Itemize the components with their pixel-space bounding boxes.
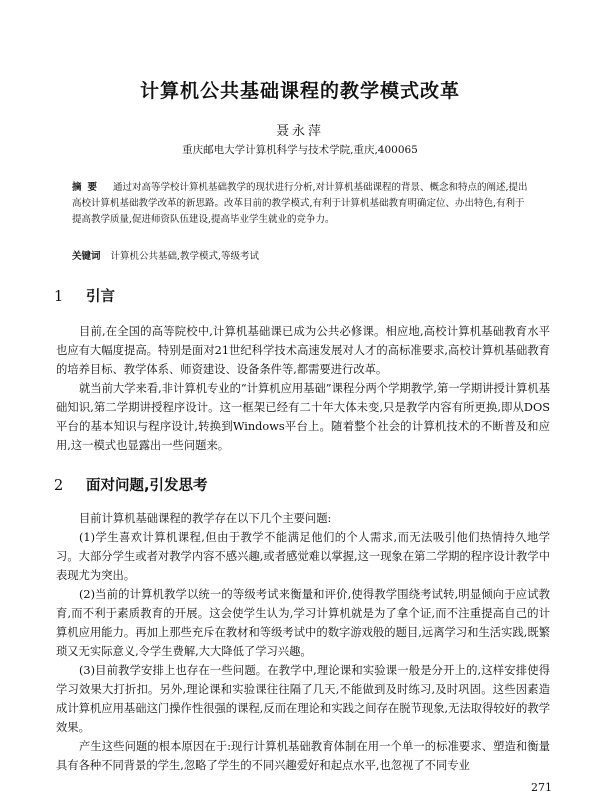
- abstract-label: 摘要: [72, 182, 104, 193]
- paragraph: 就当前大学来看,非计算机专业的“计算机应用基础”课程分两个学期教学,第一学期讲授计算机基础知识,第二学期讲授程序设计。这一框架已经有二十年大体未变,只是教学内容有所更换,即从DOS平台的基本知识与程序设计,转换到Windows平台上。随着整个社会的计算机技术的不断普及和应用,这一模式也显露出一些问题来。: [56, 382, 550, 452]
- section-title: 面对问题,引发思考: [86, 478, 208, 494]
- author-affiliation: 重庆邮电大学计算机科学与技术学院,重庆,400065: [182, 144, 418, 156]
- paper-title: 计算机公共基础课程的教学模式改革: [139, 80, 460, 102]
- author-name: 聂永萍: [275, 124, 324, 139]
- section-heading-problems: [54, 474, 208, 495]
- paragraph: 产生这些问题的根本原因在于:现行计算机基础教育体制在用一个单一的标准要求、塑造和衡量具有各种不同背景的学生,忽略了学生的不同兴趣爱好和起点水平,也忽视了不同专业: [56, 740, 550, 772]
- section-body-introduction: [56, 322, 550, 455]
- paragraph: 目前计算机基础课程的教学存在以下几个主要问题:: [79, 512, 332, 525]
- keywords-label: 关键词: [72, 251, 101, 262]
- keywords: [72, 248, 534, 262]
- section-title: 引言: [86, 289, 115, 305]
- section-number: 2: [54, 478, 64, 494]
- paragraph: 目前,在全国的高等院校中,计算机基础课已成为公共必修课。相应地,高校计算机基础教育水平也应有大幅度提高。特别是面对21世纪科学技术高速发展对人才的高标准要求,高校计算机基础教育的培养目标、教学体系、师资建设、设备条件等,都需要进行改革。: [56, 325, 550, 376]
- keywords-text: 计算机公共基础,教学模式,等级考试: [110, 251, 260, 262]
- paragraph: (3)目前教学安排上也存在一些问题。在教学中,理论课和实验课一般是分开上的,这样安排使得学习效果大打折扣。另外,理论课和实验课往往隔了几天,不能做到及时练习,及时巩固。这些因素造成计算机应用基础这门操作性很强的课程,反而在理论和实践之间存在脱节现象,无法取得较好的教学效果。: [56, 664, 550, 734]
- section-heading-introduction: [54, 285, 115, 306]
- section-number: 1: [54, 289, 64, 305]
- paragraph: (1)学生喜欢计算机课程,但由于教学不能满足他们的个人需求,而无法吸引他们热情持久地学习。大部分学生或者对教学内容不感兴趣,或者感觉难以掌握,这一现象在第二学期的程序设计教学中表现尤为突出。: [56, 531, 550, 582]
- abstract: [72, 180, 534, 228]
- paragraph: (2)当前的计算机教学以统一的等级考试来衡量和评价,使得教学围绕考试转,明显倾向于应试教育,而不利于素质教育的开展。这会使学生认为,学习计算机就是为了拿个证,而不注重提高自己的计算机应用能力。再加上那些充斥在教材和等级考试中的数字游戏般的题目,远离学习和生活实践,既繁琐又无实际意义,令学生费解,大大降低了学习兴趣。: [56, 588, 550, 658]
- page-number: 271: [531, 781, 552, 794]
- abstract-text: 通过对高等学校计算机基础教学的现状进行分析,对计算机基础课程的背景、概念和特点的阐述,提出高校计算机基础教学改革的新思路。改革目前的教学模式,有利于计算机基础教育明确定位、办出特色,有利于提高教学质量,促进师资队伍建设,提高毕业学生就业的竞争力。: [72, 182, 528, 225]
- section-body-problems: [56, 509, 550, 775]
